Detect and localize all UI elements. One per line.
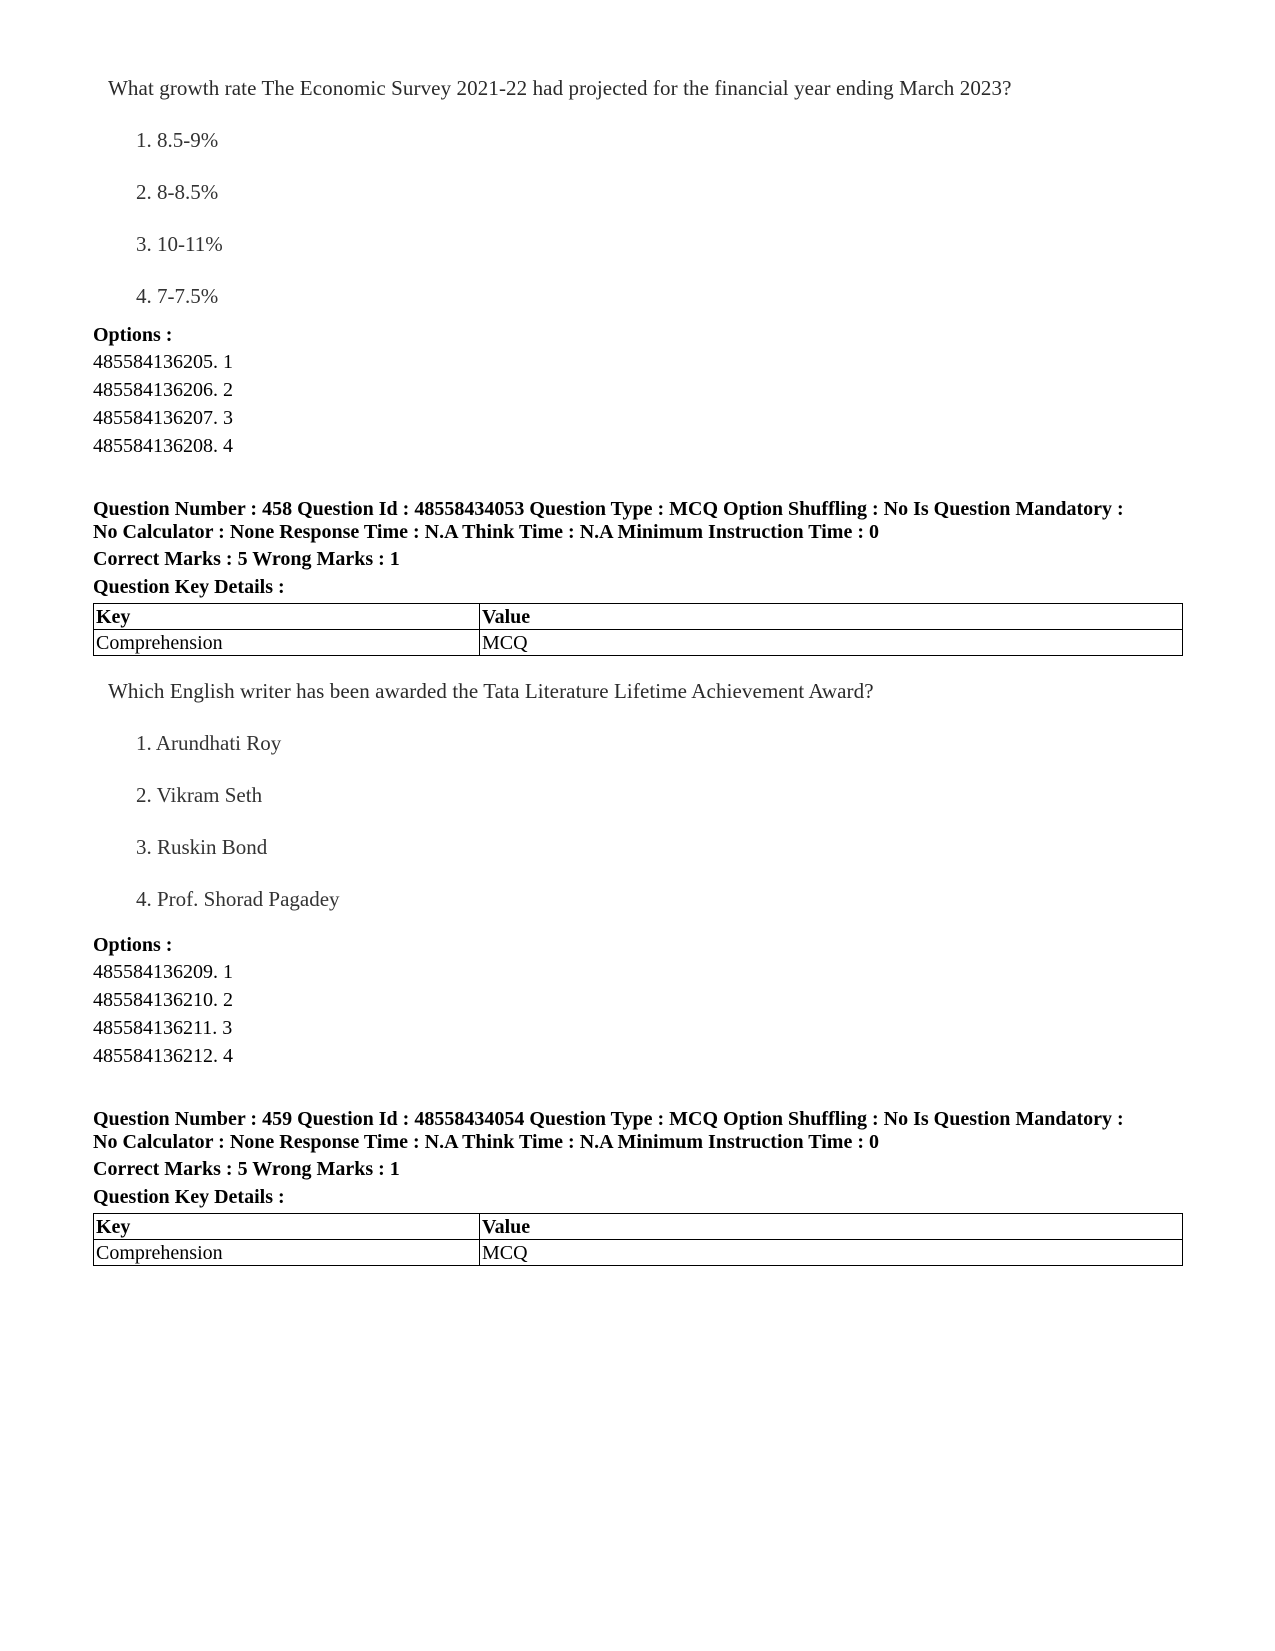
question-marks-458: Correct Marks : 5 Wrong Marks : 1 <box>93 548 400 570</box>
option-id-212: 485584136212. 4 <box>93 1045 233 1067</box>
table-cell-value: MCQ <box>480 630 1183 656</box>
key-value-table-458 <box>93 603 1183 656</box>
table-header-key: Key <box>94 1214 480 1240</box>
table-header-value: Value <box>480 1214 1183 1240</box>
table-header-row <box>94 604 1183 630</box>
question-1-choice-2: 2. 8-8.5% <box>136 180 219 204</box>
options-heading-2: Options : <box>93 934 173 956</box>
option-id-209: 485584136209. 1 <box>93 961 233 983</box>
question-2-choice-2: 2. Vikram Seth <box>136 783 263 807</box>
key-value-table-459 <box>93 1213 1183 1266</box>
table-header-key: Key <box>94 604 480 630</box>
question-meta-458-line2: No Calculator : None Response Time : N.A Think Time : N.A Minimum Instruction Time : 0 <box>93 521 879 543</box>
option-id-211: 485584136211. 3 <box>93 1017 233 1039</box>
question-meta-459-line1: Question Number : 459 Question Id : 48558434054 Question Type : MCQ Option Shuffling : No Is Question Mandatory : <box>93 1108 1124 1130</box>
table-row <box>94 1240 1183 1266</box>
key-details-heading-459: Question Key Details : <box>93 1186 285 1208</box>
key-details-heading-458: Question Key Details : <box>93 576 285 598</box>
question-marks-459: Correct Marks : 5 Wrong Marks : 1 <box>93 1158 400 1180</box>
question-meta-458-line1: Question Number : 458 Question Id : 48558434053 Question Type : MCQ Option Shuffling : No Is Question Mandatory : <box>93 498 1124 520</box>
option-id-206: 485584136206. 2 <box>93 379 233 401</box>
option-id-207: 485584136207. 3 <box>93 407 233 429</box>
question-1-choice-4: 4. 7-7.5% <box>136 284 219 308</box>
table-cell-key: Comprehension <box>94 1240 480 1266</box>
option-id-205: 485584136205. 1 <box>93 351 233 373</box>
question-meta-459-line2: No Calculator : None Response Time : N.A Think Time : N.A Minimum Instruction Time : 0 <box>93 1131 879 1153</box>
question-1-choice-1: 1. 8.5-9% <box>136 128 219 152</box>
options-heading-1: Options : <box>93 324 173 346</box>
table-cell-value: MCQ <box>480 1240 1183 1266</box>
table-cell-key: Comprehension <box>94 630 480 656</box>
question-1-text: What growth rate The Economic Survey 2021-22 had projected for the financial year ending March 2023? <box>108 76 1012 100</box>
question-2-choice-1: 1. Arundhati Roy <box>136 731 282 755</box>
question-2-choice-3: 3. Ruskin Bond <box>136 835 268 859</box>
option-id-208: 485584136208. 4 <box>93 435 233 457</box>
option-id-210: 485584136210. 2 <box>93 989 233 1011</box>
table-row <box>94 630 1183 656</box>
question-1-choice-3: 3. 10-11% <box>136 232 223 256</box>
question-2-text: Which English writer has been awarded the Tata Literature Lifetime Achievement Award? <box>108 679 874 703</box>
table-header-row <box>94 1214 1183 1240</box>
table-header-value: Value <box>480 604 1183 630</box>
question-2-choice-4: 4. Prof. Shorad Pagadey <box>136 887 340 911</box>
